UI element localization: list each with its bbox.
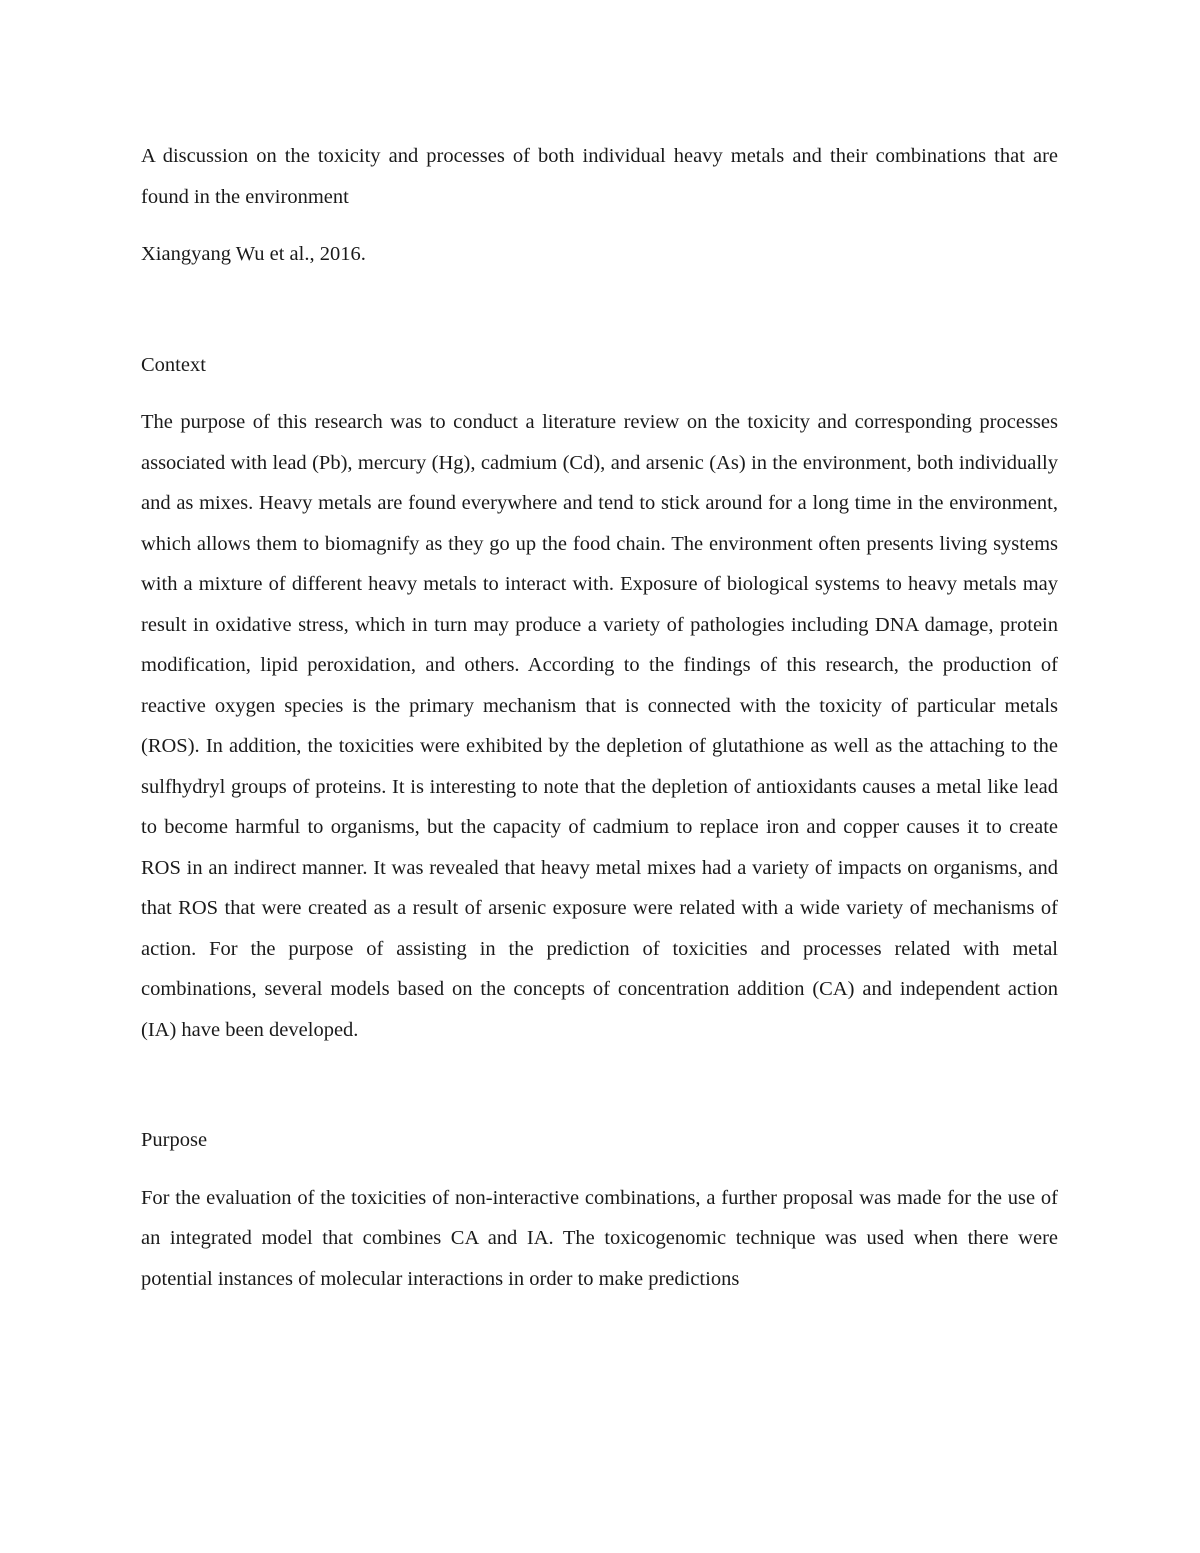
document-page — [141, 136, 1058, 1299]
section-heading-purpose: Purpose — [141, 1129, 208, 1151]
document-title: A discussion on the toxicity and processes of both individual heavy metals and their combinations that are found in the environment — [141, 145, 1058, 208]
section-heading-context: Context — [141, 353, 206, 376]
citation: Xiangyang Wu et al., 2016. — [141, 243, 366, 265]
section-body-purpose: For the evaluation of the toxicities of non-interactive combinations, a further proposal was made for the use of an integrated model that combines CA and IA. The toxicogenomic technique was used when there were potential instances of molecular interactions in order to make predictions — [141, 1186, 1058, 1290]
section-body-context: The purpose of this research was to conduct a literature review on the toxicity and corresponding processes associated with lead (Pb), mercury (Hg), cadmium (Cd), and arsenic (As) in the environment, both individually and as mixes. Heavy metals are found everywhere and tend to stick around for a long time in the environment, which allows them to biomagnify as they go up the food chain. The environment often presents living systems with a mixture of different heavy metals to interact with. Exposure of biological systems to heavy metals may result in oxidative stress, which in turn may produce a variety of pathologies including DNA damage, protein modification, lipid peroxidation, and others. According to the findings of this research, the production of reactive oxygen species is the primary mechanism that is connected with the toxicity of particular metals (ROS). In addition, the toxicities were exhibited by the depletion of glutathione as well as the attaching to the sulfhydryl groups of proteins. It is interesting to note that the depletion of antioxidants causes a metal like lead to become harmful to organisms, but the capacity of cadmium to replace iron and copper causes it to create ROS in an indirect manner. It was revealed that heavy metal mixes had a variety of impacts on organisms, and that ROS that were created as a result of arsenic exposure were related with a wide variety of mechanisms of action. For the purpose of assisting in the prediction of toxicities and processes related with metal combinations, several models based on the concepts of concentration addition (CA) and independent action (IA) have been developed. — [141, 411, 1058, 1041]
